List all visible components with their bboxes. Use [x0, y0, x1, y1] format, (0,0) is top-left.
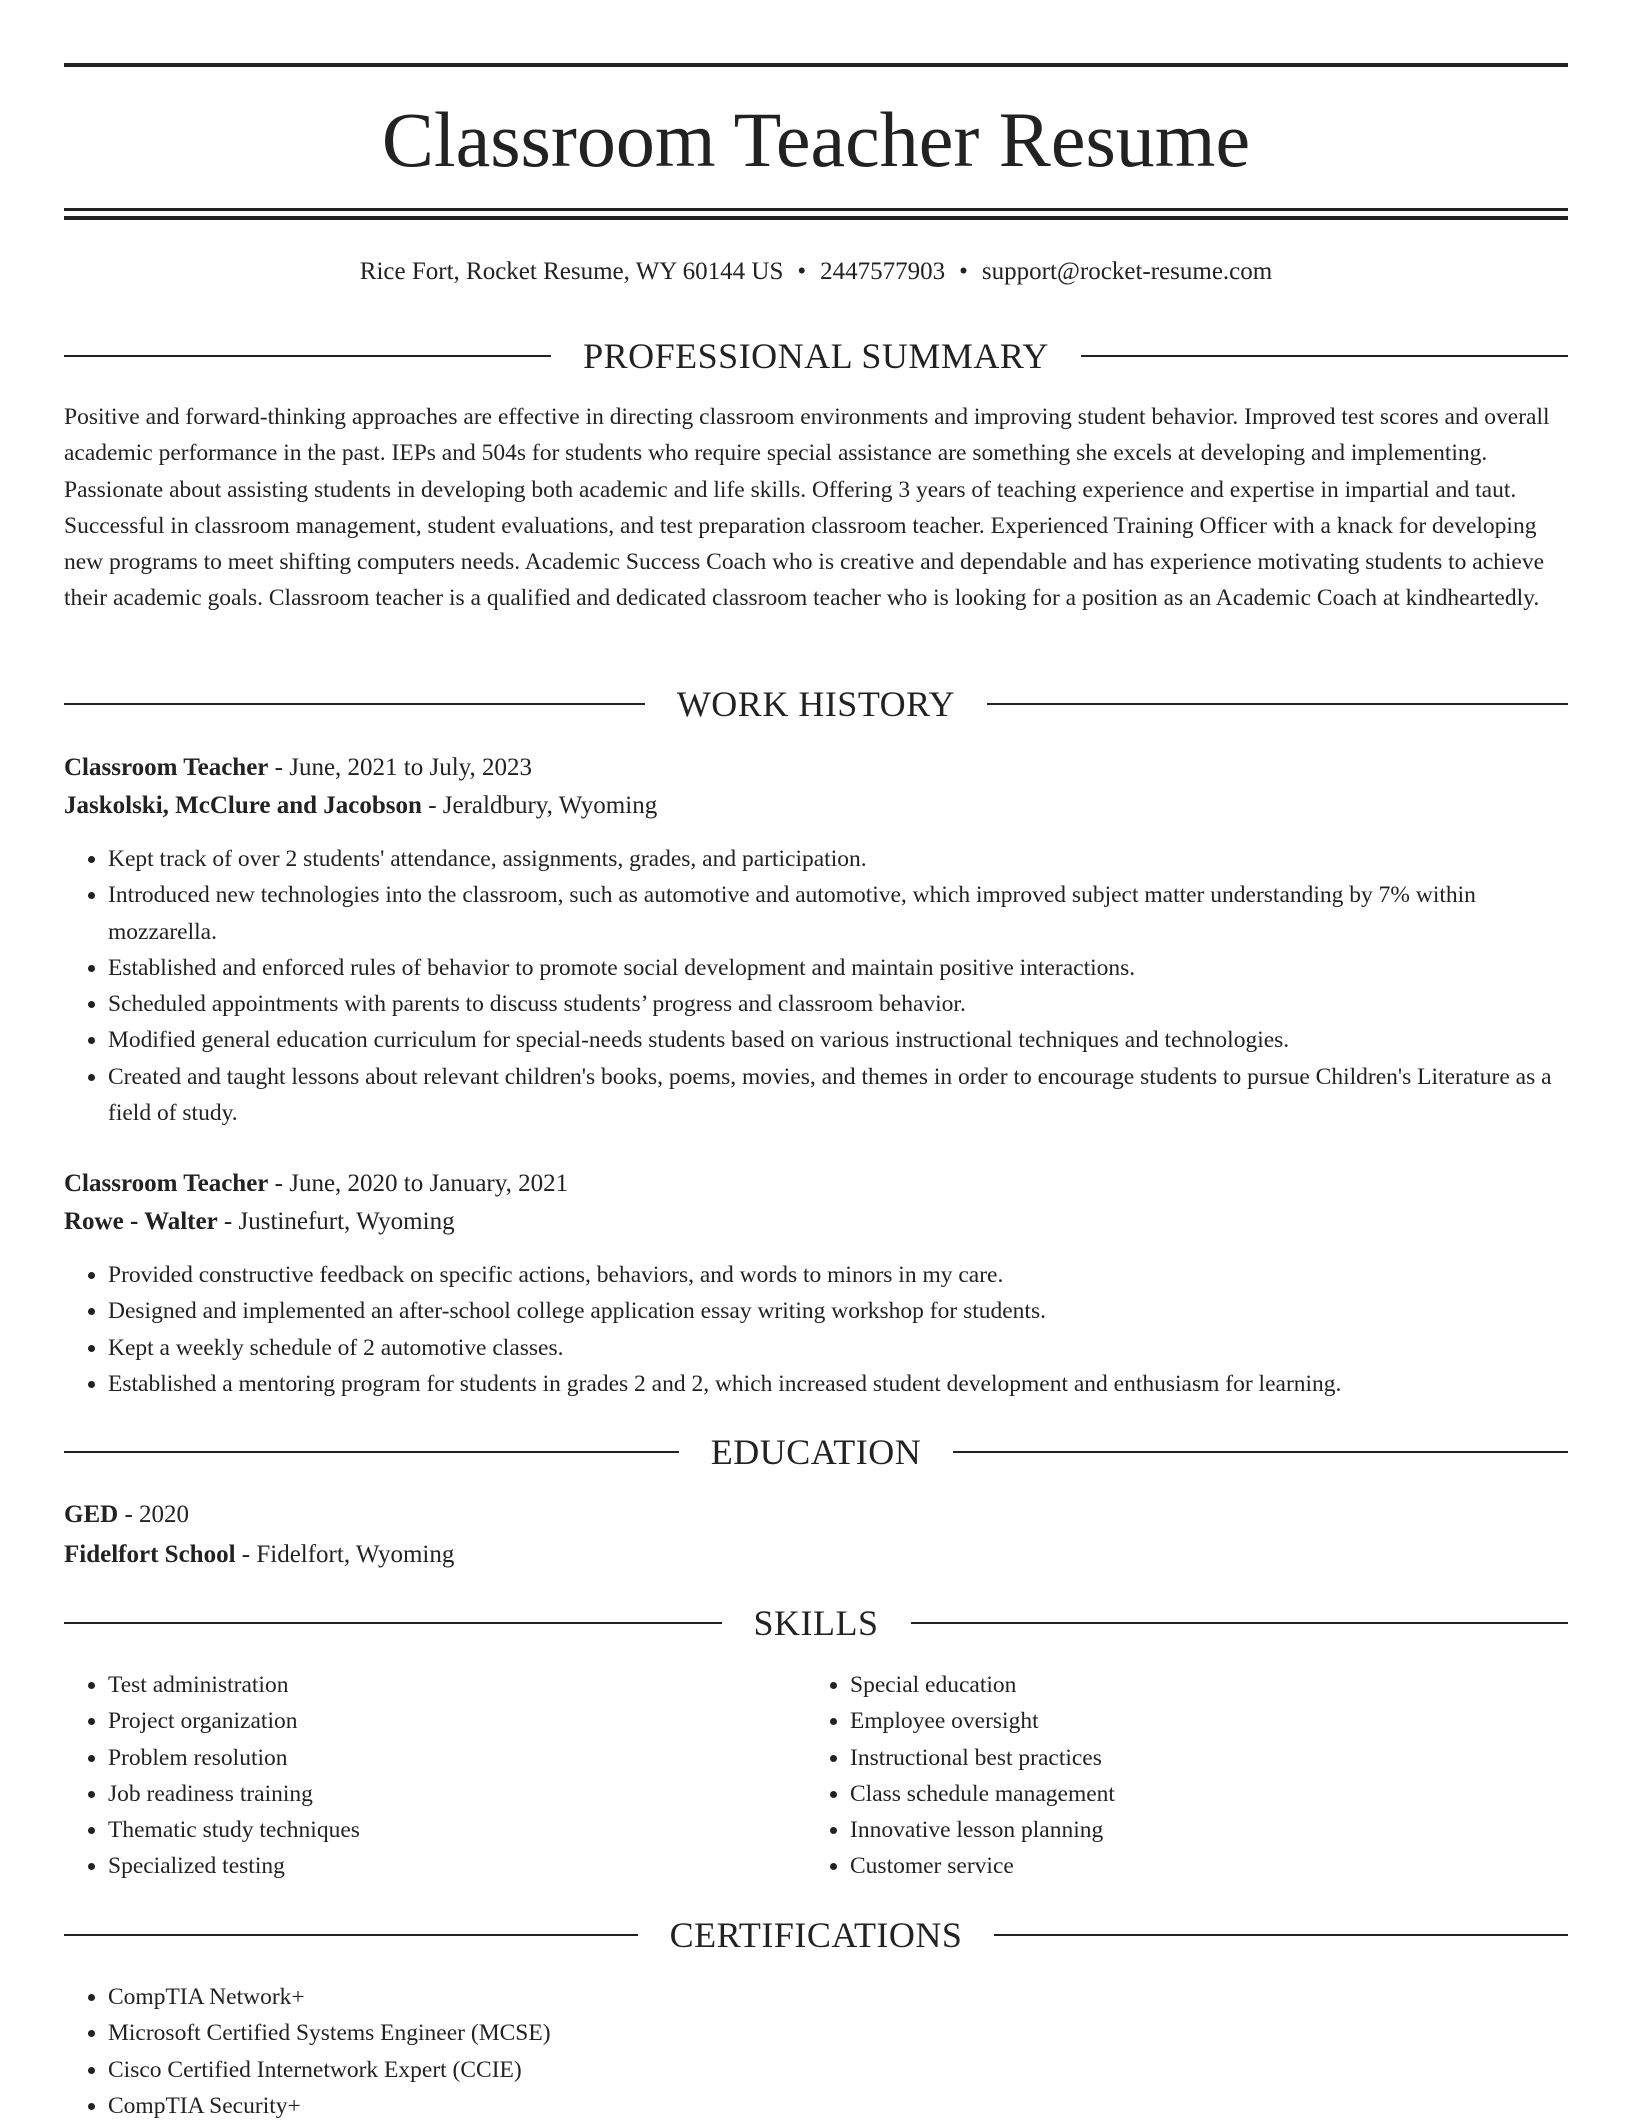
- heading-rule: [953, 1451, 1568, 1453]
- heading-rule: [64, 703, 645, 705]
- skills-list-left: [64, 1667, 764, 1885]
- job-employer: Jaskolski, McClure and Jacobson: [64, 792, 422, 819]
- list-item: • Kept track of over 2 students' attendance, assignments, grades, and participation.: [108, 841, 1568, 877]
- job-employer: Rowe - Walter: [64, 1208, 218, 1235]
- skills-list-right: [806, 1667, 1506, 1885]
- education-degree-line: [64, 1496, 1568, 1534]
- skill-item: • Problem resolution: [108, 1740, 764, 1776]
- skill-item: • Thematic study techniques: [108, 1812, 764, 1848]
- job-title: Classroom Teacher: [64, 1170, 269, 1197]
- job-location: - Justinefurt, Wyoming: [217, 1208, 455, 1235]
- heading-rule: [64, 1622, 722, 1624]
- skill-item: • Customer service: [850, 1848, 1506, 1884]
- work-heading: [64, 679, 1568, 729]
- contact-separator: •: [959, 258, 968, 285]
- section-title: PROFESSIONAL SUMMARY: [583, 336, 1049, 376]
- skills-heading: [64, 1598, 1568, 1648]
- skill-item: • Class schedule management: [850, 1776, 1506, 1812]
- list-item: • Introduced new technologies into the classroom, such as automotive and automotive, which improved subject matter understanding by 7% within mozzarella.: [108, 877, 1568, 950]
- title-rule-lower: [64, 216, 1568, 220]
- skill-item: • Instructional best practices: [850, 1740, 1506, 1776]
- skill-item: • Job readiness training: [108, 1776, 764, 1812]
- education-school: Fidelfort School: [64, 1541, 236, 1568]
- heading-rule: [911, 1622, 1569, 1624]
- heading-rule: [64, 355, 551, 357]
- contact-separator: •: [797, 258, 807, 285]
- heading-rule: [64, 1451, 679, 1453]
- skill-item: • Specialized testing: [108, 1848, 764, 1884]
- section-title: CERTIFICATIONS: [669, 1915, 963, 1955]
- summary-heading: [64, 331, 1568, 381]
- list-item: • Established a mentoring program for students in grades 2 and 2, which increased student development and enthusiasm for learning.: [108, 1366, 1568, 1402]
- skill-item: • Project organization: [108, 1703, 764, 1739]
- job-location: - Jeraldbury, Wyoming: [421, 792, 658, 819]
- skill-item: • Test administration: [108, 1667, 764, 1703]
- certification-item: • Microsoft Certified Systems Engineer (MCSE): [108, 2015, 1568, 2051]
- job-dates: - June, 2020 to January, 2021: [268, 1170, 569, 1197]
- list-item: • Provided constructive feedback on specific actions, behaviors, and words to minors in my care.: [108, 1257, 1568, 1293]
- list-item: • Kept a weekly schedule of 2 automotive classes.: [108, 1330, 1568, 1366]
- job-bullets: [64, 841, 1568, 1131]
- list-item: • Designed and implemented an after-school college application essay writing workshop for students.: [108, 1293, 1568, 1329]
- skill-item: • Employee oversight: [850, 1703, 1506, 1739]
- contact-address: Rice Fort, Rocket Resume, WY 60144 US: [359, 258, 784, 285]
- job-title-line: [64, 1165, 1568, 1203]
- section-title: EDUCATION: [710, 1432, 922, 1472]
- job-title-line: [64, 749, 1568, 787]
- heading-rule: [994, 1934, 1568, 1936]
- certification-item: • Cisco Certified Internetwork Expert (CCIE): [108, 2052, 1568, 2088]
- section-title: WORK HISTORY: [676, 684, 956, 724]
- skill-item: • Special education: [850, 1667, 1506, 1703]
- title-rule-upper: [64, 208, 1568, 211]
- contact-email[interactable]: support@rocket-resume.com: [981, 258, 1273, 285]
- list-item: • Scheduled appointments with parents to discuss students’ progress and classroom behavior.: [108, 986, 1568, 1022]
- page-title: Classroom Teacher Resume: [381, 96, 1251, 183]
- list-item: • Established and enforced rules of behavior to promote social development and maintain positive interactions.: [108, 950, 1568, 986]
- list-item: • Modified general education curriculum for special-needs students based on various instructional techniques and technologies.: [108, 1022, 1568, 1058]
- job-employer-line: [64, 787, 1568, 825]
- job-employer-line: [64, 1203, 1568, 1241]
- skill-item: • Innovative lesson planning: [850, 1812, 1506, 1848]
- certifications-heading: [64, 1910, 1568, 1960]
- heading-rule: [1081, 355, 1568, 357]
- education-school-line: [64, 1536, 1568, 1574]
- job-title: Classroom Teacher: [64, 754, 269, 781]
- top-rule: [64, 63, 1568, 67]
- job-dates: - June, 2021 to July, 2023: [268, 754, 533, 781]
- education-year: - 2020: [118, 1501, 190, 1528]
- summary-text: Positive and forward-thinking approaches are effective in directing classroom environments and improving student behavior. Improved test scores and overall academic performance in the past. IEPs and 504s for students who require special assistance are something she excels at developing and implementing. Passionate about assisting students in developing both academic and life skills. Offering 3 years of teaching experience and expertise in impartial and taut. Successful in classroom management, student evaluations, and test preparation classroom teacher. Experienced Training Officer with a knack for developing new programs to meet shifting computers needs. Academic Success Coach who is creative and dependable and has experience motivating students to achieve their academic goals. Classroom teacher is a qualified and dedicated classroom teacher who is looking for a position as an Academic Coach at kindheartedly.: [64, 404, 1550, 612]
- job-bullets: [64, 1257, 1568, 1402]
- heading-rule: [64, 1934, 638, 1936]
- contact-phone: 2447577903: [820, 258, 946, 285]
- education-location: - Fidelfort, Wyoming: [235, 1541, 455, 1568]
- heading-rule: [987, 703, 1568, 705]
- contact-line: [0, 254, 1632, 290]
- certification-item: • CompTIA Security+: [108, 2088, 1568, 2124]
- certification-item: • CompTIA Network+: [108, 1979, 1568, 2015]
- education-heading: [64, 1427, 1568, 1477]
- list-item: • Created and taught lessons about relevant children's books, poems, movies, and themes in order to encourage students to pursue Children's Literature as a field of study.: [108, 1059, 1568, 1132]
- education-degree: GED: [64, 1501, 119, 1528]
- section-title: SKILLS: [753, 1603, 879, 1643]
- certifications-list: [64, 1979, 1568, 2124]
